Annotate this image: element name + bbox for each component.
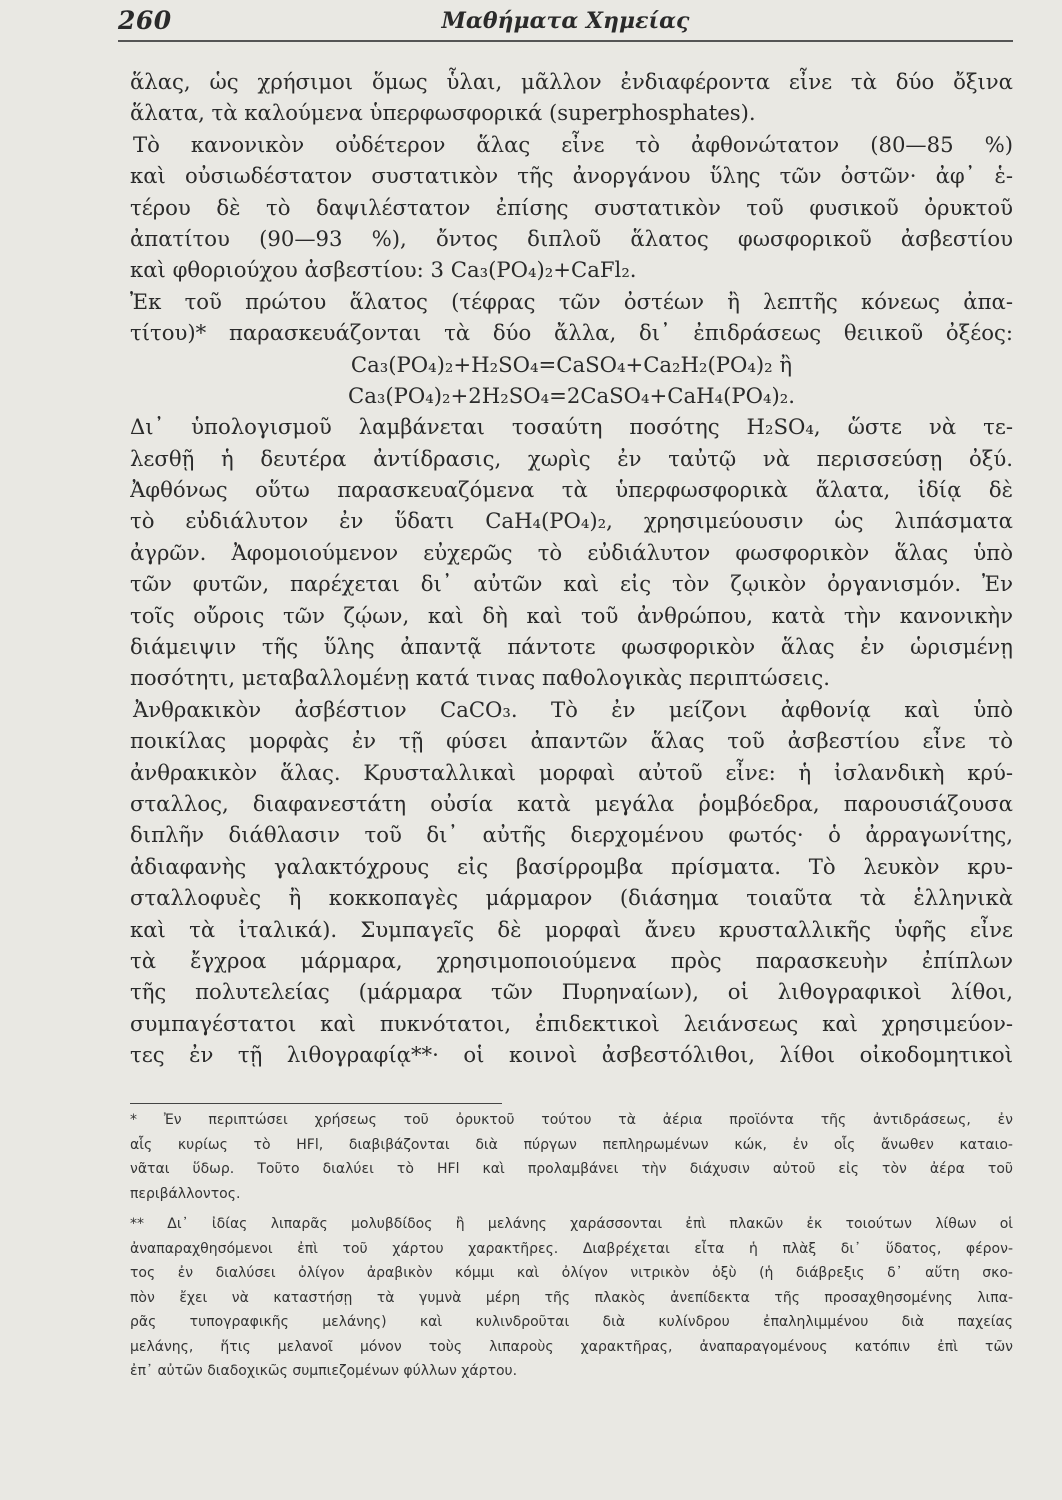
text-line: τίτου)* παρασκευάζονται τὰ δύο ἄλλα, δι᾿ ἐπιδράσεως θειικοῦ ὀξέος: <box>130 320 1013 346</box>
text-line: τῆς πολυτελείας (μάρμαρα τῶν Πυρηναίων), οἱ λιθογραφικοὶ λίθοι, <box>130 979 1013 1005</box>
footnotes <box>130 1108 1013 1384</box>
running-title: Μαθήματα Χημείας <box>441 8 690 34</box>
text-line: τοῖς οὔροις τῶν ζῴων, καὶ δὴ καὶ τοῦ ἀνθρώπου, κατὰ τὴν κανονικὴν <box>130 602 1013 628</box>
text-line: Ἀφθόνως οὕτω παρασκευαζόμενα τὰ ὑπερφωσφορικὰ ἅλατα, ἰδίᾳ δὲ <box>130 477 1013 503</box>
text-line: καὶ τὰ ἰταλικά). Συμπαγεῖς δὲ μορφαὶ ἄνευ κρυσταλλικῆς ὑφῆς εἶνε <box>130 916 1013 942</box>
text-line: καὶ φθοριούχου ἀσβεστίου: 3 Ca₃(PO₄)₂+CaFl₂. <box>130 257 637 283</box>
text-line: ποικίλας μορφὰς ἐν τῇ φύσει ἀπαντῶν ἅλας τοῦ ἀσβεστίου εἶνε τὸ <box>130 728 1013 754</box>
text-line: τὰ ἔγχροα μάρμαρα, χρησιμοποιούμενα πρὸς παρασκευὴν ἐπίπλων <box>130 947 1013 973</box>
text-line: ἅλας, ὡς χρήσιμοι ὅμως ὗλαι, μᾶλλον ἐνδιαφέροντα εἶνε τὰ δύο ὄξινα <box>130 69 1013 94</box>
page-header <box>118 6 1013 46</box>
text-line: Ἐκ τοῦ πρώτου ἅλατος (τέφρας τῶν ὀστέων ἢ λεπτῆς κόνεως ἀπα- <box>130 288 1013 314</box>
chemical-equation: Ca₃(PO₄)₂+2H₂SO₄=2CaSO₄+CaH₄(PO₄)₂. <box>348 382 795 408</box>
footnote-line: ρᾶς τυπογραφικῆς μελάνης) καὶ κυλινδροῦται διὰ κυλίνδρου ἐπαληλιμμένου διὰ παχείας <box>130 1314 1013 1330</box>
text-line: ἀδιαφανὴς γαλακτόχρους εἰς βασίρρομβα πρίσματα. Τὸ λευκὸν κρυ- <box>130 853 1013 879</box>
footnote-line: ἐπ᾿ αὐτῶν διαδοχικῶς συμπιεζομένων φύλλων χάρτου. <box>130 1363 518 1379</box>
text-line: ποσότητι, μεταβαλλομένῃ κατά τινας παθολογικὰς περιπτώσεις. <box>130 665 830 691</box>
text-line: τες ἐν τῇ λιθογραφίᾳ**· οἱ κοινοὶ ἀσβεστόλιθοι, λίθοι οἰκοδομητικοὶ <box>130 1042 1013 1068</box>
text-line: τὸ εὐδιάλυτον ἐν ὕδατι CaH₄(PO₄)₂, χρησιμεύουσιν ὡς λιπάσματα <box>130 508 1013 534</box>
main-text <box>130 66 1013 1071</box>
chemical-equation: Ca₃(PO₄)₂+H₂SO₄=CaSO₄+Ca₂H₂(PO₄)₂ ἢ <box>350 351 793 377</box>
footnote-line: πὸν ἔχει νὰ καταστήσῃ τὰ γυμνὰ μέρη τῆς πλακὸς ἀνεπίδεκτα τῆς προσαχθησομένης λιπα- <box>130 1289 1013 1306</box>
footnote-line: τος ἐν διαλύσει ὀλίγον ἀραβικὸν κόμμι καὶ ὀλίγον νιτρικὸν ὀξὺ (ἡ διάβρεξις δ᾿ αὕτη σκο- <box>130 1265 1013 1281</box>
text-line: λεσθῇ ἡ δευτέρα ἀντίδρασις, χωρὶς ἐν ταὐτῷ νὰ περισσεύσῃ ὀξύ. <box>130 445 1013 471</box>
footnote-line: * Ἐν περιπτώσει χρήσεως τοῦ ὀρυκτοῦ τούτου τὰ ἀέρια προϊόντα τῆς ἀντιδράσεως, ἐν <box>130 1112 1013 1128</box>
footnote-line: νᾶται ὕδωρ. Τοῦτο διαλύει τὸ HFl καὶ προλαμβάνει τὴν διάχυσιν αὐτοῦ εἰς τὸν ἀέρα τοῦ <box>130 1161 1013 1177</box>
footnote-line: μελάνης, ἥτις μελανοῖ μόνον τοὺς λιπαροὺς χαρακτῆρας, ἀναπαραγομένους κατόπιν ἐπὶ τῶν <box>130 1338 1013 1355</box>
text-line: διπλῆν διάθλασιν τοῦ δι᾿ αὐτῆς διερχομένου φωτός· ὁ ἀρραγωνίτης, <box>130 822 1013 848</box>
text-line: συμπαγέστατοι καὶ πυκνότατοι, ἐπιδεκτικοὶ λειάνσεως καὶ χρησιμεύον- <box>130 1010 1013 1036</box>
text-line: καὶ οὐσιωδέστατον συστατικὸν τῆς ἀνοργάνου ὕλης τῶν ὀστῶν· ἀφ᾿ ἑ- <box>130 163 1013 189</box>
text-line: ἀπατίτου (90—93 %), ὄντος διπλοῦ ἅλατος φωσφορικοῦ ἀσβεστίου <box>130 225 1013 251</box>
text-line: ἀγρῶν. Ἀφομοιούμενον εὐχερῶς τὸ εὐδιάλυτον φωσφορικὸν ἅλας ὑπὸ <box>130 539 1013 565</box>
text-line: τέρου δὲ τὸ δαψιλέστατον ἐπίσης συστατικὸν τοῦ φυσικοῦ ὀρυκτοῦ <box>130 194 1013 220</box>
page-number: 260 <box>118 6 172 35</box>
text-line: Τὸ κανονικὸν οὐδέτερον ἅλας εἶνε τὸ ἀφθονώτατον (80—85 %) <box>133 131 1013 157</box>
text-line: ἅλατα, τὰ καλούμενα ὑπερφωσφορικά (superphosphates). <box>130 100 756 126</box>
footnote-rule <box>130 1103 502 1104</box>
text-line: σταλλος, διαφανεστάτη οὐσία κατὰ μεγάλα ῥομβόεδρα, παρουσιάζουσα <box>130 790 1013 816</box>
text-line: Δι᾿ ὑπολογισμοῦ λαμβάνεται τοσαύτη ποσότης H₂SO₄, ὥστε νὰ τε- <box>130 414 1013 440</box>
text-line: ἀνθρακικὸν ἅλας. Κρυσταλλικαὶ μορφαὶ αὐτοῦ εἶνε: ἡ ἰσλανδικὴ κρύ- <box>130 759 1013 785</box>
footnote-line: ἀναπαραχθησόμενοι ἐπὶ τοῦ χάρτου χαρακτῆρες. Διαβρέχεται εἶτα ἡ πλὰξ δι᾿ ὕδατος, φέρον- <box>130 1240 1013 1257</box>
text-line: τῶν φυτῶν, παρέχεται δι᾿ αὐτῶν καὶ εἰς τὸν ζῳικὸν ὀργανισμόν. Ἐν <box>130 571 1013 597</box>
footnote-line: ** Δι᾿ ἰδίας λιπαρᾶς μολυβδίδος ἢ μελάνης χαράσσονται ἐπὶ πλακῶν ἐκ τοιούτων λίθων οἱ <box>130 1216 1013 1232</box>
footnote-line: αἷς κυρίως τὸ HFl, διαβιβάζονται διὰ πύργων πεπληρωμένων κώκ, ἐν οἷς ἄνωθεν καταιο- <box>130 1136 1013 1153</box>
text-line: σταλλοφυὲς ἢ κοκκοπαγὲς μάρμαρον (διάσημα τοιαῦτα τὰ ἑλληνικὰ <box>130 885 1013 911</box>
text-line: διάμειψιν τῆς ὕλης ἀπαντᾷ πάντοτε φωσφορικὸν ἅλας ἐν ὡρισμένῃ <box>130 634 1013 660</box>
footnote-line: περιβάλλοντος. <box>130 1185 241 1202</box>
header-rule <box>118 40 1013 42</box>
section-heading-line: Ἀνθρακικὸν ἀσβέστιον CaCO₃. Τὸ ἐν μείζονι ἀφθονίᾳ καὶ ὑπὸ <box>133 696 1013 722</box>
